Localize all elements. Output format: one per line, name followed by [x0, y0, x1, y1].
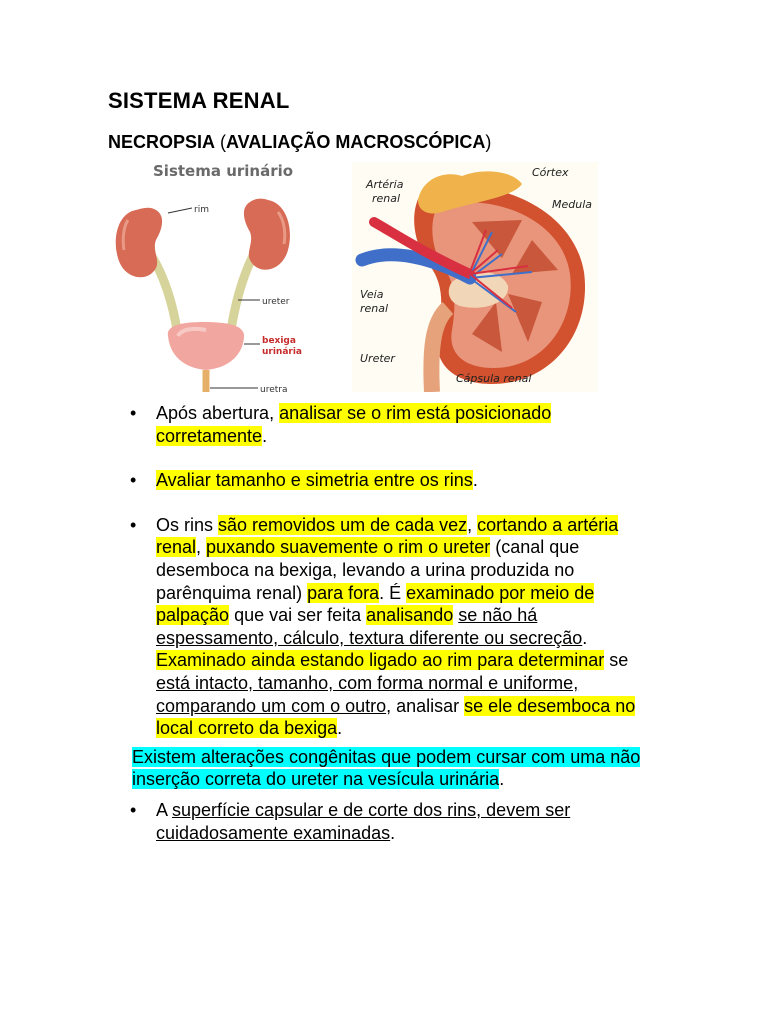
- text-run: , analisar: [386, 695, 465, 716]
- highlighted-text: corretamente: [156, 425, 263, 446]
- bullet-item-4: [108, 799, 656, 844]
- bullet-marker: •: [130, 403, 137, 423]
- figure1-heading: Sistema urinário: [153, 162, 294, 180]
- label-cortex: Córtex: [532, 166, 569, 179]
- highlighted-text: examinado por meio de palpação: [156, 582, 595, 626]
- label-bexiga-line2: urinária: [262, 347, 303, 357]
- label-rim: rim: [194, 205, 209, 215]
- text-run: se: [604, 650, 629, 671]
- document-body: [108, 402, 656, 844]
- label-arteria-line1: Artéria: [366, 178, 404, 191]
- text-run: Os rins: [156, 514, 219, 535]
- bullet-marker: •: [130, 470, 137, 491]
- text-run: .: [337, 718, 343, 739]
- label-veia-line2: renal: [360, 302, 389, 315]
- label-bexiga-line1: bexiga: [262, 336, 296, 346]
- congenital-note-paragraph: [108, 746, 656, 791]
- label-veia-line1: Veia: [360, 288, 384, 301]
- kidney-section-figure: [352, 162, 598, 392]
- bullet-marker: •: [130, 514, 137, 535]
- leader-rim: [168, 208, 192, 213]
- text-run: .: [262, 425, 268, 446]
- text-run: .: [499, 769, 505, 790]
- highlighted-text: puxando suavemente o rim o ureter: [206, 537, 491, 558]
- label-medula: Medula: [552, 198, 593, 211]
- document-title: SISTEMA RENAL: [108, 88, 290, 113]
- text-run: .: [472, 470, 478, 491]
- highlighted-text: Avaliar tamanho e simetria entre os rins: [156, 470, 473, 491]
- document-subtitle: [108, 132, 491, 153]
- label-ureter: Ureter: [360, 352, 395, 365]
- text-run: ,: [196, 537, 207, 558]
- highlighted-text: são removidos um de cada vez: [218, 514, 468, 535]
- label-capsula: Cápsula renal: [456, 372, 532, 385]
- text-run: .: [390, 822, 396, 843]
- highlighted-text: para fora: [307, 582, 380, 603]
- subtitle-necropsia: NECROPSIA: [108, 132, 216, 152]
- subtitle-avaliacao: AVALIAÇÃO MACROSCÓPICA: [226, 132, 486, 152]
- highlighted-text: se ele desemboca no local correto da bexiga: [156, 695, 636, 739]
- text-run: .: [582, 627, 588, 648]
- bullet-item-1: [108, 402, 656, 447]
- cyan-highlighted-text: Existem alterações congênitas que podem cursar com uma não inserção correta do ureter na vesícula urinária: [132, 746, 641, 790]
- bullet-item-3: [108, 514, 656, 740]
- text-run: (canal que desemboca na bexiga, levando a urina produzida no parênquima renal): [156, 537, 580, 603]
- text-run: . É: [379, 582, 407, 603]
- label-arteria-line2: renal: [372, 192, 401, 205]
- underlined-text: se não há espessamento, cálculo, textura diferente ou secreção: [156, 605, 583, 648]
- bullet-item-2: [108, 469, 656, 492]
- bullet-list-2: [108, 799, 656, 844]
- urinary-system-figure: [108, 158, 330, 394]
- text-run: que vai ser feita: [229, 605, 367, 626]
- spacer: [108, 492, 656, 514]
- highlighted-text: cortando a artéria renal: [156, 514, 619, 558]
- text-run: A: [156, 799, 173, 820]
- right-kidney: [244, 199, 290, 270]
- bullet-marker: •: [130, 799, 137, 820]
- text-run: Após abertura,: [156, 403, 280, 423]
- bullet-list-1: [108, 402, 656, 740]
- highlighted-text: analisar se o rim está posicionado: [279, 403, 552, 423]
- subtitle-paren-open: (: [215, 132, 227, 152]
- spacer: [108, 447, 656, 469]
- underlined-text: superfície capsular e de corte dos rins, devem ser cuidadosamente examinadas: [156, 799, 571, 843]
- subtitle-paren-close: ): [485, 132, 492, 152]
- highlighted-text: Examinado ainda estando ligado ao rim para determinar: [156, 650, 605, 671]
- highlighted-text: analisando: [366, 605, 454, 626]
- label-uretra: uretra: [260, 385, 288, 394]
- label-ureter: ureter: [262, 297, 290, 307]
- underlined-text: está intacto, tamanho, com forma normal e uniforme, comparando um com o outro: [156, 672, 579, 716]
- text-run: ,: [467, 514, 478, 535]
